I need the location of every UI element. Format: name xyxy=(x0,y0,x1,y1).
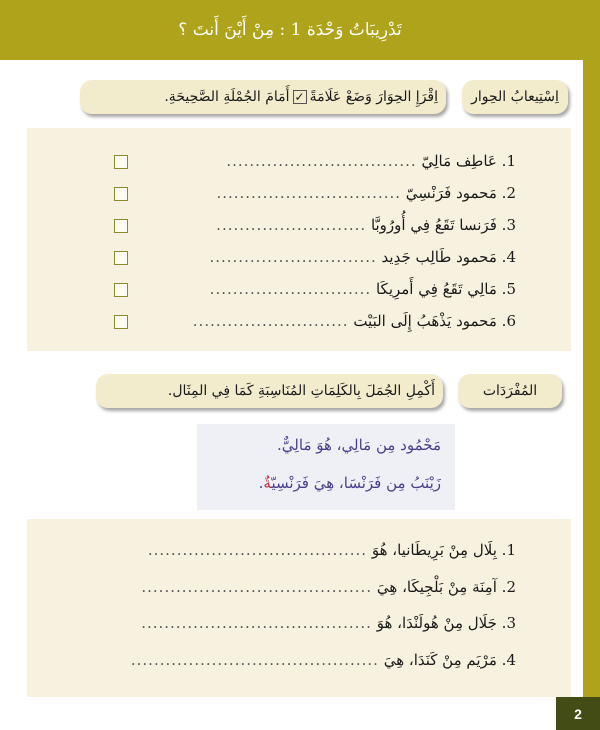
list-item: 1. عَاطِف مَالِيّ ................................. xyxy=(226,152,516,170)
answer-checkbox[interactable] xyxy=(114,219,128,233)
list-item: 4. مَرْيَم مِنْ كَنَدَا، هِيَ ........................................... xyxy=(27,645,571,675)
example-box xyxy=(197,424,455,510)
instruction-text-start: اِقْرَإِ الحِوَارَ وَضَعْ عَلَامَةً xyxy=(309,89,438,105)
vocabulary-exercise-box xyxy=(27,519,571,697)
answer-blank[interactable]: ...................................... xyxy=(147,541,368,559)
answer-blank[interactable]: ........................................ xyxy=(141,578,373,596)
example-line-2: زَيْنَبُ مِن فَرَنْسَا، هِيَ فَرَنْسِيّةٌ. xyxy=(258,474,441,492)
list-item: 2. مَحمود فَرَنْسِيّ ................................ xyxy=(216,184,516,202)
comprehension-exercise-box xyxy=(27,128,571,351)
answer-checkbox[interactable] xyxy=(114,187,128,201)
header-bar xyxy=(0,0,600,60)
answer-checkbox[interactable] xyxy=(114,283,128,297)
instruction-text-end: أَمَامَ الجُمْلَةِ الصَّحِيحَةِ. xyxy=(164,89,290,105)
answer-checkbox[interactable] xyxy=(114,155,128,169)
list-item: 2. آمِنَة مِنْ بَلْجِيكَا، هِيَ ........................................ xyxy=(27,572,571,602)
section-label-comprehension: اِسْتِيعابُ الحِوار xyxy=(462,80,568,114)
instruction-vocabulary: أَكْمِلِ الجُمَلَ بِالكَلِمَاتِ المُنَاسِبَةِ كَمَا فِي المِثَال. xyxy=(96,374,443,408)
list-item: 1. بِلَال مِنْ بَرِيطَانيا، هُوَ ...................................... xyxy=(27,535,571,565)
list-item: 6. مَحمود يَذْهَبُ إِلَى البَيْت ........................... xyxy=(192,312,516,330)
example-line-1: مَحْمُود مِن مَالِي، هُوَ مَالِي. xyxy=(277,436,441,454)
list-item: 4. مَحمود طَالِب جَدِيد ............................. xyxy=(209,248,516,266)
instruction-comprehension xyxy=(80,80,446,114)
answer-blank[interactable]: ........................................... xyxy=(130,651,379,669)
list-item: 3. فَرَنسا تَقَعُ فِي أُورُوبَّا .......................... xyxy=(216,216,516,234)
list-item: 3. جَلَال مِنْ هُولَنْدَا، هُوَ ........................................ xyxy=(27,608,571,638)
section-label-vocabulary: المُفْرَدَات xyxy=(458,374,562,408)
answer-checkbox[interactable] xyxy=(114,315,128,329)
list-item: 5. مَالِي تَقَعُ فِي أَمرِيكَا ............................ xyxy=(209,280,516,298)
side-color-bar xyxy=(583,60,600,700)
answer-blank[interactable]: ........................................ xyxy=(141,614,372,632)
page-title: تَدْرِيبَاتُ وَحْدَة 1 : مِنْ أَيْنَ أَنتَ ؟ xyxy=(178,20,402,40)
page-number: 2 xyxy=(556,697,600,730)
answer-checkbox[interactable] xyxy=(114,251,128,265)
page-bottom xyxy=(0,700,560,730)
checkmark-icon: ✓ xyxy=(294,90,305,104)
